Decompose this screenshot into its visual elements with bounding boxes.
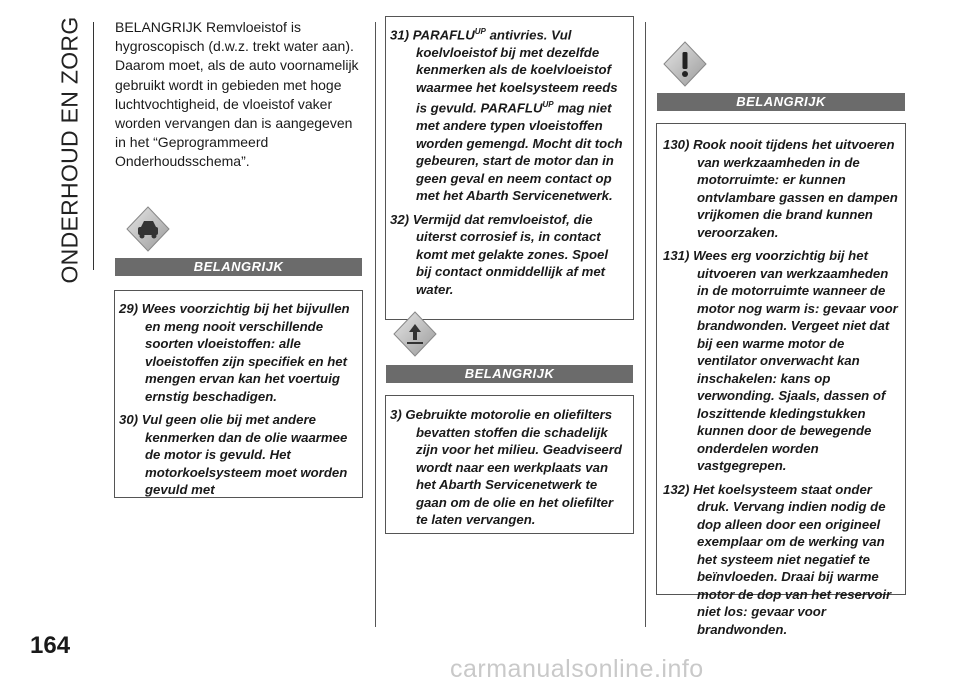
- warning-heading: BELANGRIJK: [657, 93, 905, 111]
- car-warning-icon: [125, 205, 171, 258]
- section-title: ONDERHOUD EN ZORG: [56, 16, 83, 284]
- warning-box-environment: [385, 395, 634, 534]
- warning-item: 132) Het koelsysteem staat onder druk. Vervang indien nodig de dop alleen door een origineel exemplaar om de werking van het systeem niet negatief te beïnvloeden. Draai bij warme motor de dop van het reservoir niet los: gevaar voor brandwonden.: [663, 481, 892, 637]
- warning-box-left: [114, 290, 363, 498]
- warning-heading: BELANGRIJK: [115, 258, 362, 276]
- warning-item: 29) Wees voorzichtig bij het bijvullen en meng nooit verschillende soorten vloeistoffen: alle vloeistoffen zijn specifiek en het mengen ervan kan het voertuig ernstig beschadigen.: [119, 301, 350, 404]
- warning-heading: BELANGRIJK: [386, 365, 633, 383]
- warning-item: 30) Vul geen olie bij met andere kenmerken dan de olie waarmee de motor is gevuld. Het motorkoelsysteem moet worden gevuld met: [119, 412, 348, 497]
- column-divider: [645, 22, 646, 627]
- column-divider: [375, 22, 376, 627]
- recycle-environment-icon: [392, 310, 438, 363]
- side-rule: [93, 22, 94, 270]
- warning-box-middle: [385, 16, 634, 320]
- warning-item: 3) Gebruikte motorolie en oliefilters bevatten stoffen die schadelijk zijn voor het milieu. Geadviseerd wordt naar een werkplaats van het Abarth Servicenetwerk te gaan om de olie en het oliefilter te laten vervangen.: [390, 407, 622, 527]
- intro-paragraph: BELANGRIJK Remvloeistof is hygroscopisch (d.w.z. trekt water aan). Daarom moet, als de auto voornamelijk gebruikt wordt in gebieden met hoge luchtvochtigheid, de vloeistof vaker worden vervangen dan is aangegeven in het “Geprogrammeerd Onderhoudsschema”.: [115, 19, 359, 170]
- footer-watermark: carmanualsonline.info: [450, 655, 704, 683]
- warning-item: 131) Wees erg voorzichtig bij het uitvoeren van werkzaamheden in de motorruimte wanneer de motor nog warm is: gevaar voor brandwonden. Vergeet niet dat bij een warme motor de ventilator onverwacht kan inschakelen: kans op verwonding. Sjaals, dassen of loszittende kledingstukken kunnen door de bewegende onderdelen worden vastgegrepen.: [663, 248, 898, 473]
- page-number: 164: [30, 632, 71, 659]
- warning-item: 32) Vermijd dat remvloeistof, die uiterst corrosief is, in contact komt met gelakte zones. Spoel bij contact onmiddellijk af met water.: [390, 211, 609, 297]
- warning-item: 130) Rook nooit tijdens het uitvoeren van werkzaamheden in de motorruimte: er kunnen ontvlambare gassen en dampen vrijkomen die brand kunnen veroorzaken.: [663, 137, 898, 240]
- warning-item: 31) $PARAFLU^{UP}$ antivries. Vul koelvloeistof bij met dezelfde kenmerken als de koelvloeistof waarmee het koelsysteem reeds is gevuld. $PARAFLU^{UP}$ mag niet met andere typen vloeistoffen worden gemengd. Mocht dit toch gebeuren, start de motor dan in geen geval en neem contact op met het Abarth Servicenetwerk.: [390, 27, 623, 204]
- exclamation-warning-icon: [662, 40, 708, 93]
- warning-box-right: [656, 123, 906, 637]
